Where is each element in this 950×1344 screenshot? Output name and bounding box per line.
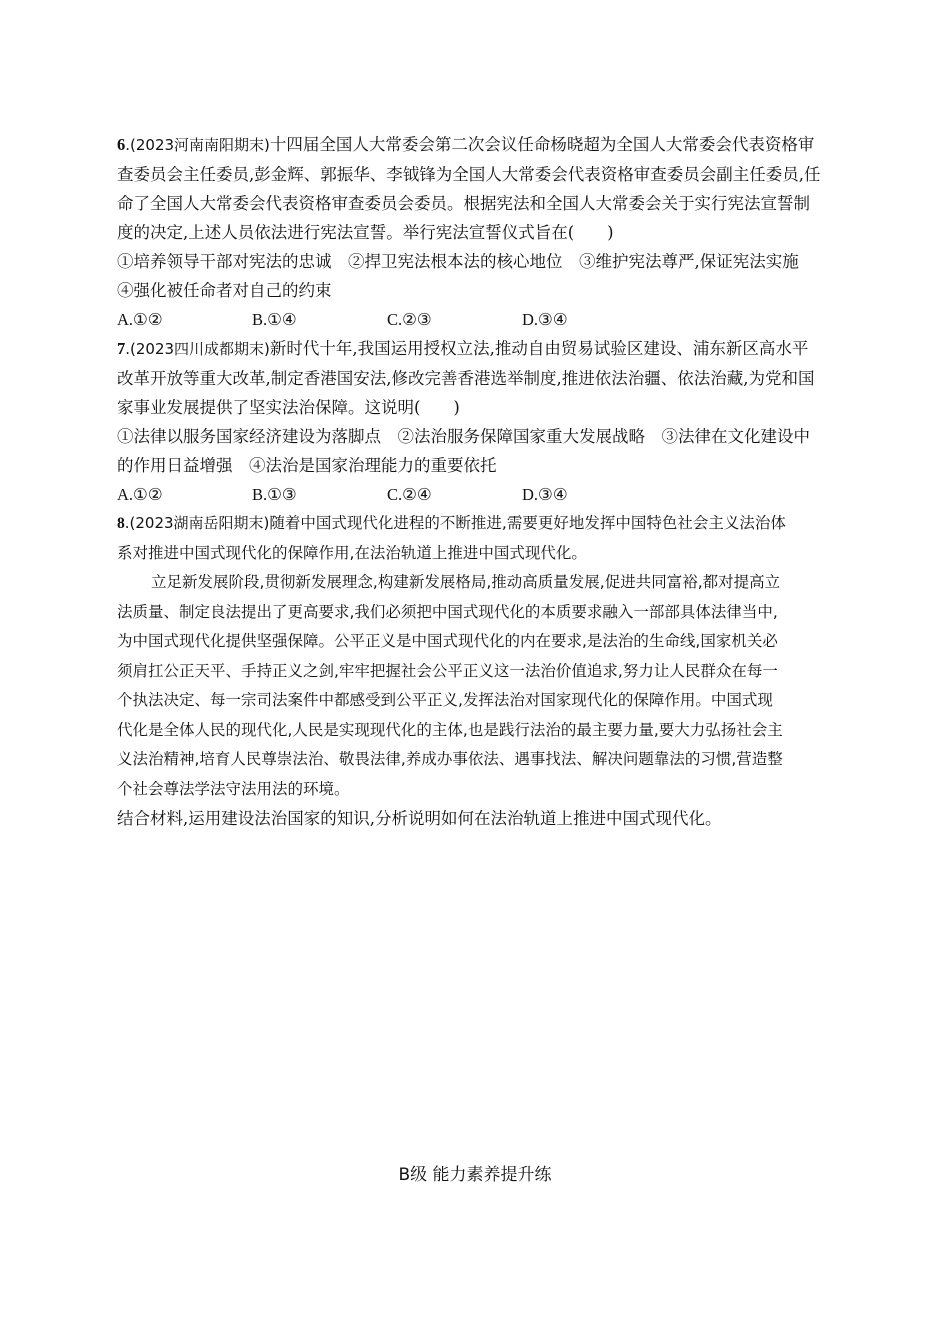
question-7-statements-1: ①法律以服务国家经济建设为落脚点 ②法治服务保障国家重大发展战略 ③法律在文化建设中 — [117, 427, 810, 446]
question-6 — [117, 130, 837, 334]
question-7-line-2: 改革开放等重大改革,制定香港国安法,修改完善香港选举制度,推进依法治疆、依法治藏,为党和国 — [117, 369, 815, 388]
question-6-options — [117, 305, 837, 334]
option-d[interactable]: D.③④ — [522, 485, 568, 504]
question-8-line-1 — [117, 509, 837, 539]
question-8-line-2: 系对推进中国式现代化的保障作用,在法治轨道上推进中国式现代化。 — [117, 543, 587, 562]
material-line: 个社会尊法学法守法用法的环境。 — [117, 779, 350, 798]
option-a[interactable]: A.①② — [117, 485, 163, 504]
question-text: 随着中国式现代化进程的不断推进,需要更好地发挥中国特色社会主义法治体 — [269, 514, 786, 532]
question-8 — [117, 509, 837, 833]
question-source: .(2023四川成都期末) — [125, 340, 270, 358]
question-number: 6 — [117, 135, 126, 154]
material-line: 须肩扛公正天平、手持正义之剑,牢牢把握社会公平正义这一法治价值追求,努力让人民群众在每一 — [117, 661, 778, 680]
option-d[interactable]: D.③④ — [522, 310, 568, 329]
question-list — [117, 130, 837, 833]
question-number: 8 — [117, 515, 125, 532]
question-6-statements-1: ①培养领导干部对宪法的忠诚 ②捍卫宪法根本法的核心地位 ③维护宪法尊严,保证宪法实施 — [117, 252, 799, 271]
question-6-line-1 — [117, 130, 837, 160]
question-6-statements-2: ④强化被任命者对自己的约束 — [117, 281, 332, 300]
material-line: 立足新发展阶段,贯彻新发展理念,构建新发展格局,推动高质量发展,促进共同富裕,都对提高立 — [151, 573, 781, 591]
question-7-statements-2: 的作用日益增强 ④法治是国家治理能力的重要依托 — [117, 456, 497, 475]
material-line: 法质量、制定良法提出了更高要求,我们必须把中国式现代化的本质要求融入一部部具体法律当中, — [117, 602, 778, 621]
option-a[interactable]: A.①② — [117, 310, 163, 329]
question-8-prompt: 结合材料,运用建设法治国家的知识,分析说明如何在法治轨道上推进中国式现代化。 — [117, 809, 722, 828]
question-text: 十四届全国人大常委会第二次会议任命杨晓超为全国人大常委会代表资格审 — [269, 135, 815, 154]
question-6-line-3: 命了全国人大常委会代表资格审查委员会委员。根据宪法和全国人大常委会关于实行宪法宣誓制 — [117, 194, 810, 213]
question-7 — [117, 334, 837, 509]
option-b[interactable]: B.①④ — [252, 310, 297, 329]
material-line: 为中国式现代化提供坚强保障。公平正义是中国式现代化的内在要求,是法治的生命线,国家机关必 — [117, 632, 778, 650]
question-source: .(2023湖南岳阳期末) — [124, 514, 270, 532]
question-6-line-2: 查委员会主任委员,彭金辉、郭振华、李钺锋为全国人大常委会代表资格审查委员会副主任委员,任 — [117, 165, 821, 184]
material-passage — [117, 568, 837, 804]
question-source: .(2023河南南阳期末) — [125, 136, 270, 154]
material-line: 义法治精神,培育人民尊崇法治、敬畏法律,养成办事依法、遇事找法、解决问题靠法的习惯,营造整 — [117, 750, 783, 768]
question-7-line-3: 家事业发展提供了坚实法治保障。这说明( ) — [117, 398, 460, 417]
question-number: 7 — [117, 339, 126, 358]
question-7-line-1 — [117, 334, 837, 364]
question-7-options — [117, 480, 837, 509]
material-line: 个执法决定、每一宗司法案件中都感受到公平正义,发挥法治对国家现代化的保障作用。中国式现 — [117, 691, 773, 709]
section-b-title: B级 能力素养提升练 — [398, 1165, 552, 1185]
question-6-line-4: 度的决定,上述人员依法进行宪法宣誓。举行宪法宣誓仪式旨在( ) — [117, 223, 614, 242]
option-c[interactable]: C.②④ — [387, 485, 432, 504]
question-text: 新时代十年,我国运用授权立法,推动自由贸易试验区建设、浦东新区高水平 — [269, 339, 809, 358]
option-c[interactable]: C.②③ — [387, 310, 432, 329]
option-b[interactable]: B.①③ — [252, 485, 297, 504]
material-line: 代化是全体人民的现代化,人民是实现现代化的主体,也是践行法治的最主要力量,要大力弘扬社会主 — [117, 720, 783, 739]
